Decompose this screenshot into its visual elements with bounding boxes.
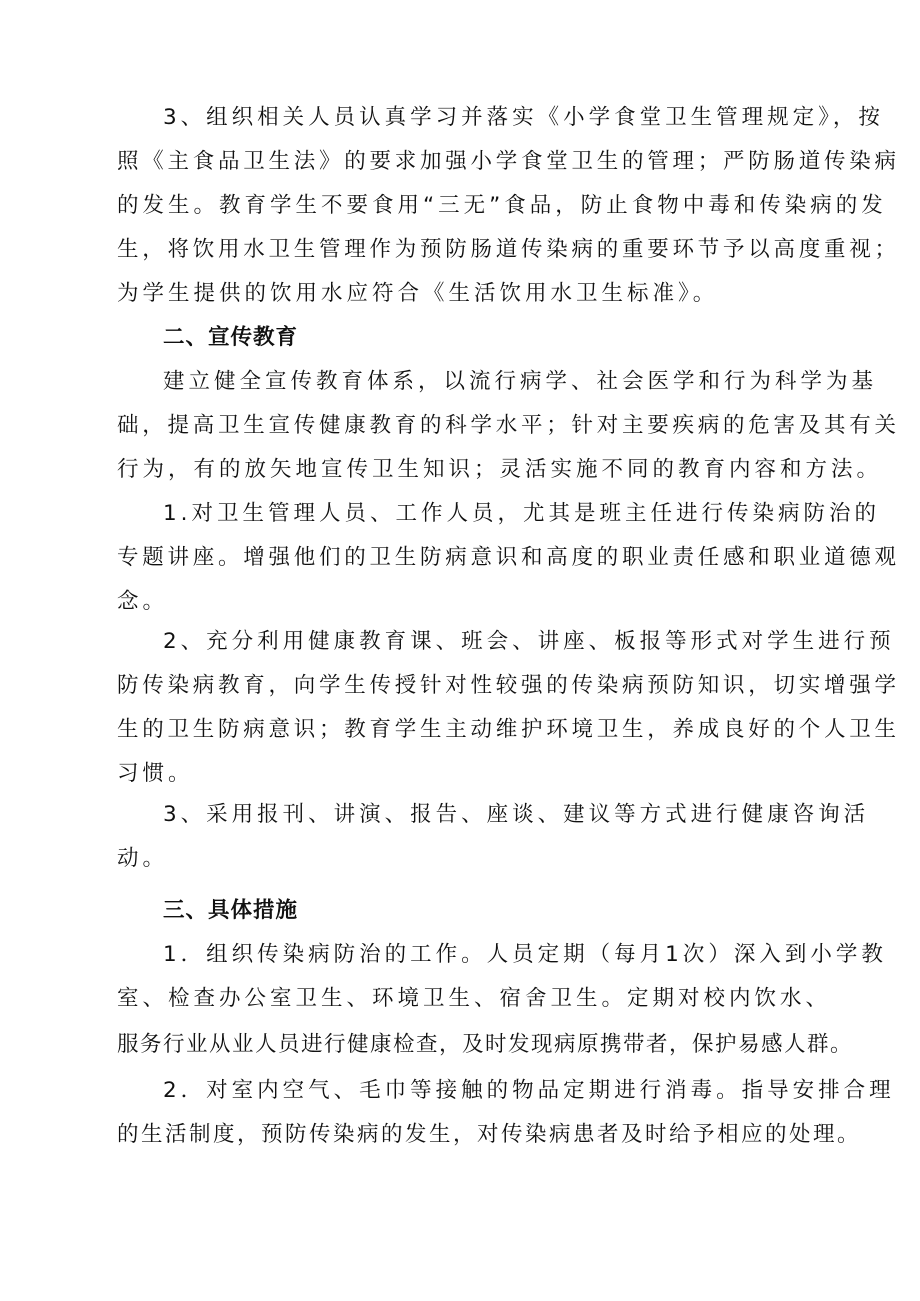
paragraph-5-line-2: 动。 [117,846,169,871]
paragraph-1-line-4: 生，将饮用水卫生管理作为预防肠道传染病的重要环节予以高度重视； [117,237,900,262]
paragraph-7-line-2: 的生活制度，预防传染病的发生，对传染病患者及时给予相应的处理。 [117,1122,862,1147]
paragraph-5-line-1: 3、采用报刊、讲演、报告、座谈、建议等方式进行健康咨询活 [163,802,870,827]
paragraph-2-line-2: 础，提高卫生宣传健康教育的科学水平；针对主要疾病的危害及其有关 [117,413,900,438]
paragraph-3-line-1: 1.对卫生管理人员、工作人员，尤其是班主任进行传染病防治的 [163,501,881,526]
paragraph-4-line-1: 2、充分利用健康教育课、班会、讲座、板报等形式对学生进行预 [163,629,895,654]
paragraph-6-line-1: 1．组织传染病防治的工作。人员定期（每月1次）深入到小学教 [163,942,887,967]
paragraph-3-line-3: 念。 [117,589,169,614]
paragraph-3-line-2: 专题讲座。增强他们的卫生防病意识和高度的职业责任感和职业道德观 [117,545,900,570]
paragraph-2-line-3: 行为，有的放矢地宣传卫生知识；灵活实施不同的教育内容和方法。 [117,457,883,482]
paragraph-4-line-4: 习惯。 [117,761,194,786]
paragraph-6-line-2: 室、检查办公室卫生、环境卫生、宿舍卫生。定期对校内饮水、 [117,986,832,1011]
paragraph-1-line-1: 3、组织相关人员认真学习并落实《小学食堂卫生管理规定》，按 [163,105,884,130]
section-heading-specific-measures: 三、具体措施 [163,898,299,923]
paragraph-6-line-3: 服务行业从业人员进行健康检查，及时发现病原携带者，保护易感人群。 [117,1032,854,1057]
paragraph-2-line-1: 建立健全宣传教育体系，以流行病学、社会医学和行为科学为基 [163,369,878,394]
paragraph-7-line-1: 2．对室内空气、毛巾等接触的物品定期进行消毒。指导安排合理 [163,1078,895,1103]
paragraph-1-line-3: 的发生。教育学生不要食用“三无”食品，防止食物中毒和传染病的发 [117,193,887,218]
paragraph-1-line-5: 为学生提供的饮用水应符合《生活饮用水卫生标准》。 [117,281,719,306]
paragraph-4-line-2: 防传染病教育，向学生传授针对性较强的传染病预防知识，切实增强学 [117,673,900,698]
paragraph-4-line-3: 生的卫生防病意识；教育学生主动维护环境卫生，养成良好的个人卫生 [117,717,900,742]
paragraph-1-line-2: 照《主食品卫生法》的要求加强小学食堂卫生的管理；严防肠道传染病 [117,149,900,174]
section-heading-publicity-education: 二、宣传教育 [163,325,299,350]
